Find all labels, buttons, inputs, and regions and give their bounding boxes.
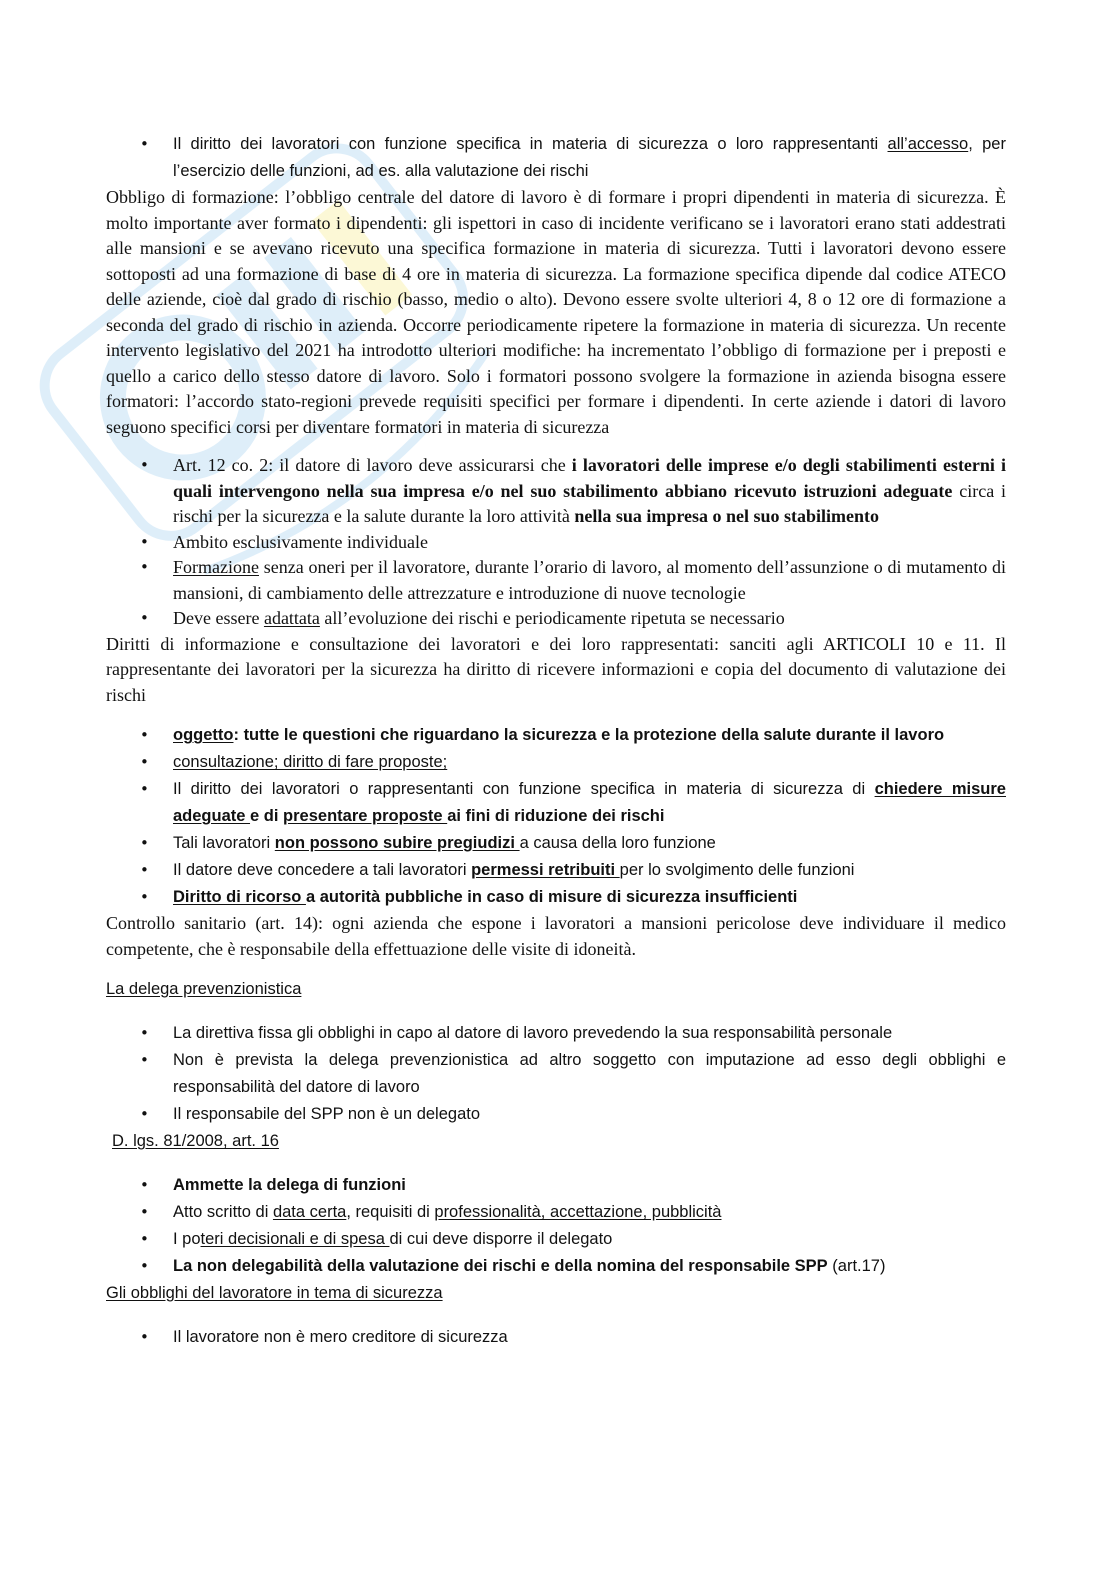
- list-item: • consultazione; diritto di fare proposte;: [106, 749, 1006, 776]
- list-consultazione: [106, 722, 1006, 911]
- list-accesso: [106, 131, 1006, 185]
- paragraph-controllo-sanitario: Controllo sanitario (art. 14): ogni azienda che espone i lavoratori a mansioni pericolose deve individuare il medico competente, che è responsabile della effettuazione delle visite di idoneità.: [106, 913, 1006, 959]
- heading-obblighi-lavoratore: Gli obblighi del lavoratore in tema di sicurezza: [106, 1284, 443, 1302]
- list-item: • Deve essere adattata all’evoluzione dei rischi e periodicamente ripetuta se necessario: [106, 606, 1006, 632]
- list-delega-funzioni: [106, 1172, 1006, 1280]
- paragraph-obbligo-formazione: Obbligo di formazione: l’obbligo centrale del datore di lavoro è di formare i propri dipendenti in materia di sicurezza. È molto importante aver formato i dipendenti: gli ispettori in caso di incidente verificano se i lavoratori erano stati addestrati alle mansioni e se avevano ricevuto una specifica formazione in materia di sicurezza. Tutti i lavoratori devono essere sottoposti ad una formazione di base di 4 ore in materia di sicurezza. La formazione specifica dipende dal codice ATECO delle aziende, cioè dal grado di rischio (basso, medio o alto). Devono essere svolte ulteriori 4, 8 o 12 ore di formazione a seconda del grado di rischio in azienda. Occorre periodicamente ripetere la formazione in materia di sicurezza. Un recente intervento legislativo del 2021 ha introdotto ulteriori modifiche: ha incrementato l’obbligo di formazione per i preposti e quello a carico dello stesso datore di lavoro. Solo i formatori possono svolgere la formazione in azienda bisogna essere formatori: l’accordo stato-regioni prevede requisiti specifici per formare i dipendenti. In certe aziende i datori di lavoro seguono specifici corsi per diventare formatori in materia di sicurezza: [106, 187, 1006, 437]
- list-item: • I poteri decisionali e di spesa di cui deve disporre il delegato: [106, 1226, 1006, 1253]
- list-delega: [106, 1020, 1006, 1128]
- list-item: • La direttiva fissa gli obblighi in capo al datore di lavoro prevedendo la sua responsabilità personale: [106, 1020, 1006, 1047]
- list-item: • Ammette la delega di funzioni: [106, 1172, 1006, 1199]
- list-item: • Ambito esclusivamente individuale: [106, 530, 1006, 556]
- list-item: • oggetto: tutte le questioni che riguardano la sicurezza e la protezione della salute durante il lavoro: [106, 722, 1006, 749]
- list-art12: [106, 453, 1006, 632]
- heading-delega-prevenzionistica: La delega prevenzionistica: [106, 980, 302, 998]
- list-item: • Formazione senza oneri per il lavoratore, durante l’orario di lavoro, al momento dell’assunzione o di mutamento di mansioni, di cambiamento delle attrezzature e introduzione di nuove tecnologie: [106, 555, 1006, 606]
- paragraph-diritti-informazione: Diritti di informazione e consultazione dei lavoratori e dei loro rappresentati: sanciti agli ARTICOLI 10 e 11. Il rappresentante dei lavoratori per la sicurezza ha diritto di ricevere informazioni e copia del documento di valutazione dei rischi: [106, 633, 1006, 705]
- list-obblighi: [106, 1324, 1006, 1351]
- list-item: • Il responsabile del SPP non è un delegato: [106, 1101, 1006, 1128]
- list-item: • Il diritto dei lavoratori con funzione specifica in materia di sicurezza o loro rappresentanti all’accesso, per l’esercizio delle funzioni, ad es. alla valutazione dei rischi: [106, 131, 1006, 185]
- heading-dlgs-81-2008: D. lgs. 81/2008, art. 16: [112, 1132, 279, 1150]
- list-item: • Tali lavoratori non possono subire pregiudizi a causa della loro funzione: [106, 830, 1006, 857]
- list-item: • Art. 12 co. 2: il datore di lavoro deve assicurarsi che i lavoratori delle imprese e/o degli stabilimenti esterni i quali intervengono nella sua impresa e/o nel suo stabilimento abbiano ricevuto istruzioni adeguate circa i rischi per la sicurezza e la salute durante la loro attività nella sua impresa o nel suo stabilimento: [106, 453, 1006, 530]
- list-item: • Non è prevista la delega prevenzionistica ad altro soggetto con imputazione ad esso degli obblighi e responsabilità del datore di lavoro: [106, 1047, 1006, 1101]
- list-item: • La non delegabilità della valutazione dei rischi e della nomina del responsabile SPP (art.17): [106, 1253, 1006, 1280]
- list-item: • Il diritto dei lavoratori o rappresentanti con funzione specifica in materia di sicurezza di chiedere misure adeguate e di presentare proposte ai fini di riduzione dei rischi: [106, 776, 1006, 830]
- list-item: • Diritto di ricorso a autorità pubbliche in caso di misure di sicurezza insufficienti: [106, 884, 1006, 911]
- list-item: • Il lavoratore non è mero creditore di sicurezza: [106, 1324, 1006, 1351]
- list-item: • Il datore deve concedere a tali lavoratori permessi retribuiti per lo svolgimento delle funzioni: [106, 857, 1006, 884]
- document-page: [106, 131, 1006, 1351]
- list-item: • Atto scritto di data certa, requisiti di professionalità, accettazione, pubblicità: [106, 1199, 1006, 1226]
